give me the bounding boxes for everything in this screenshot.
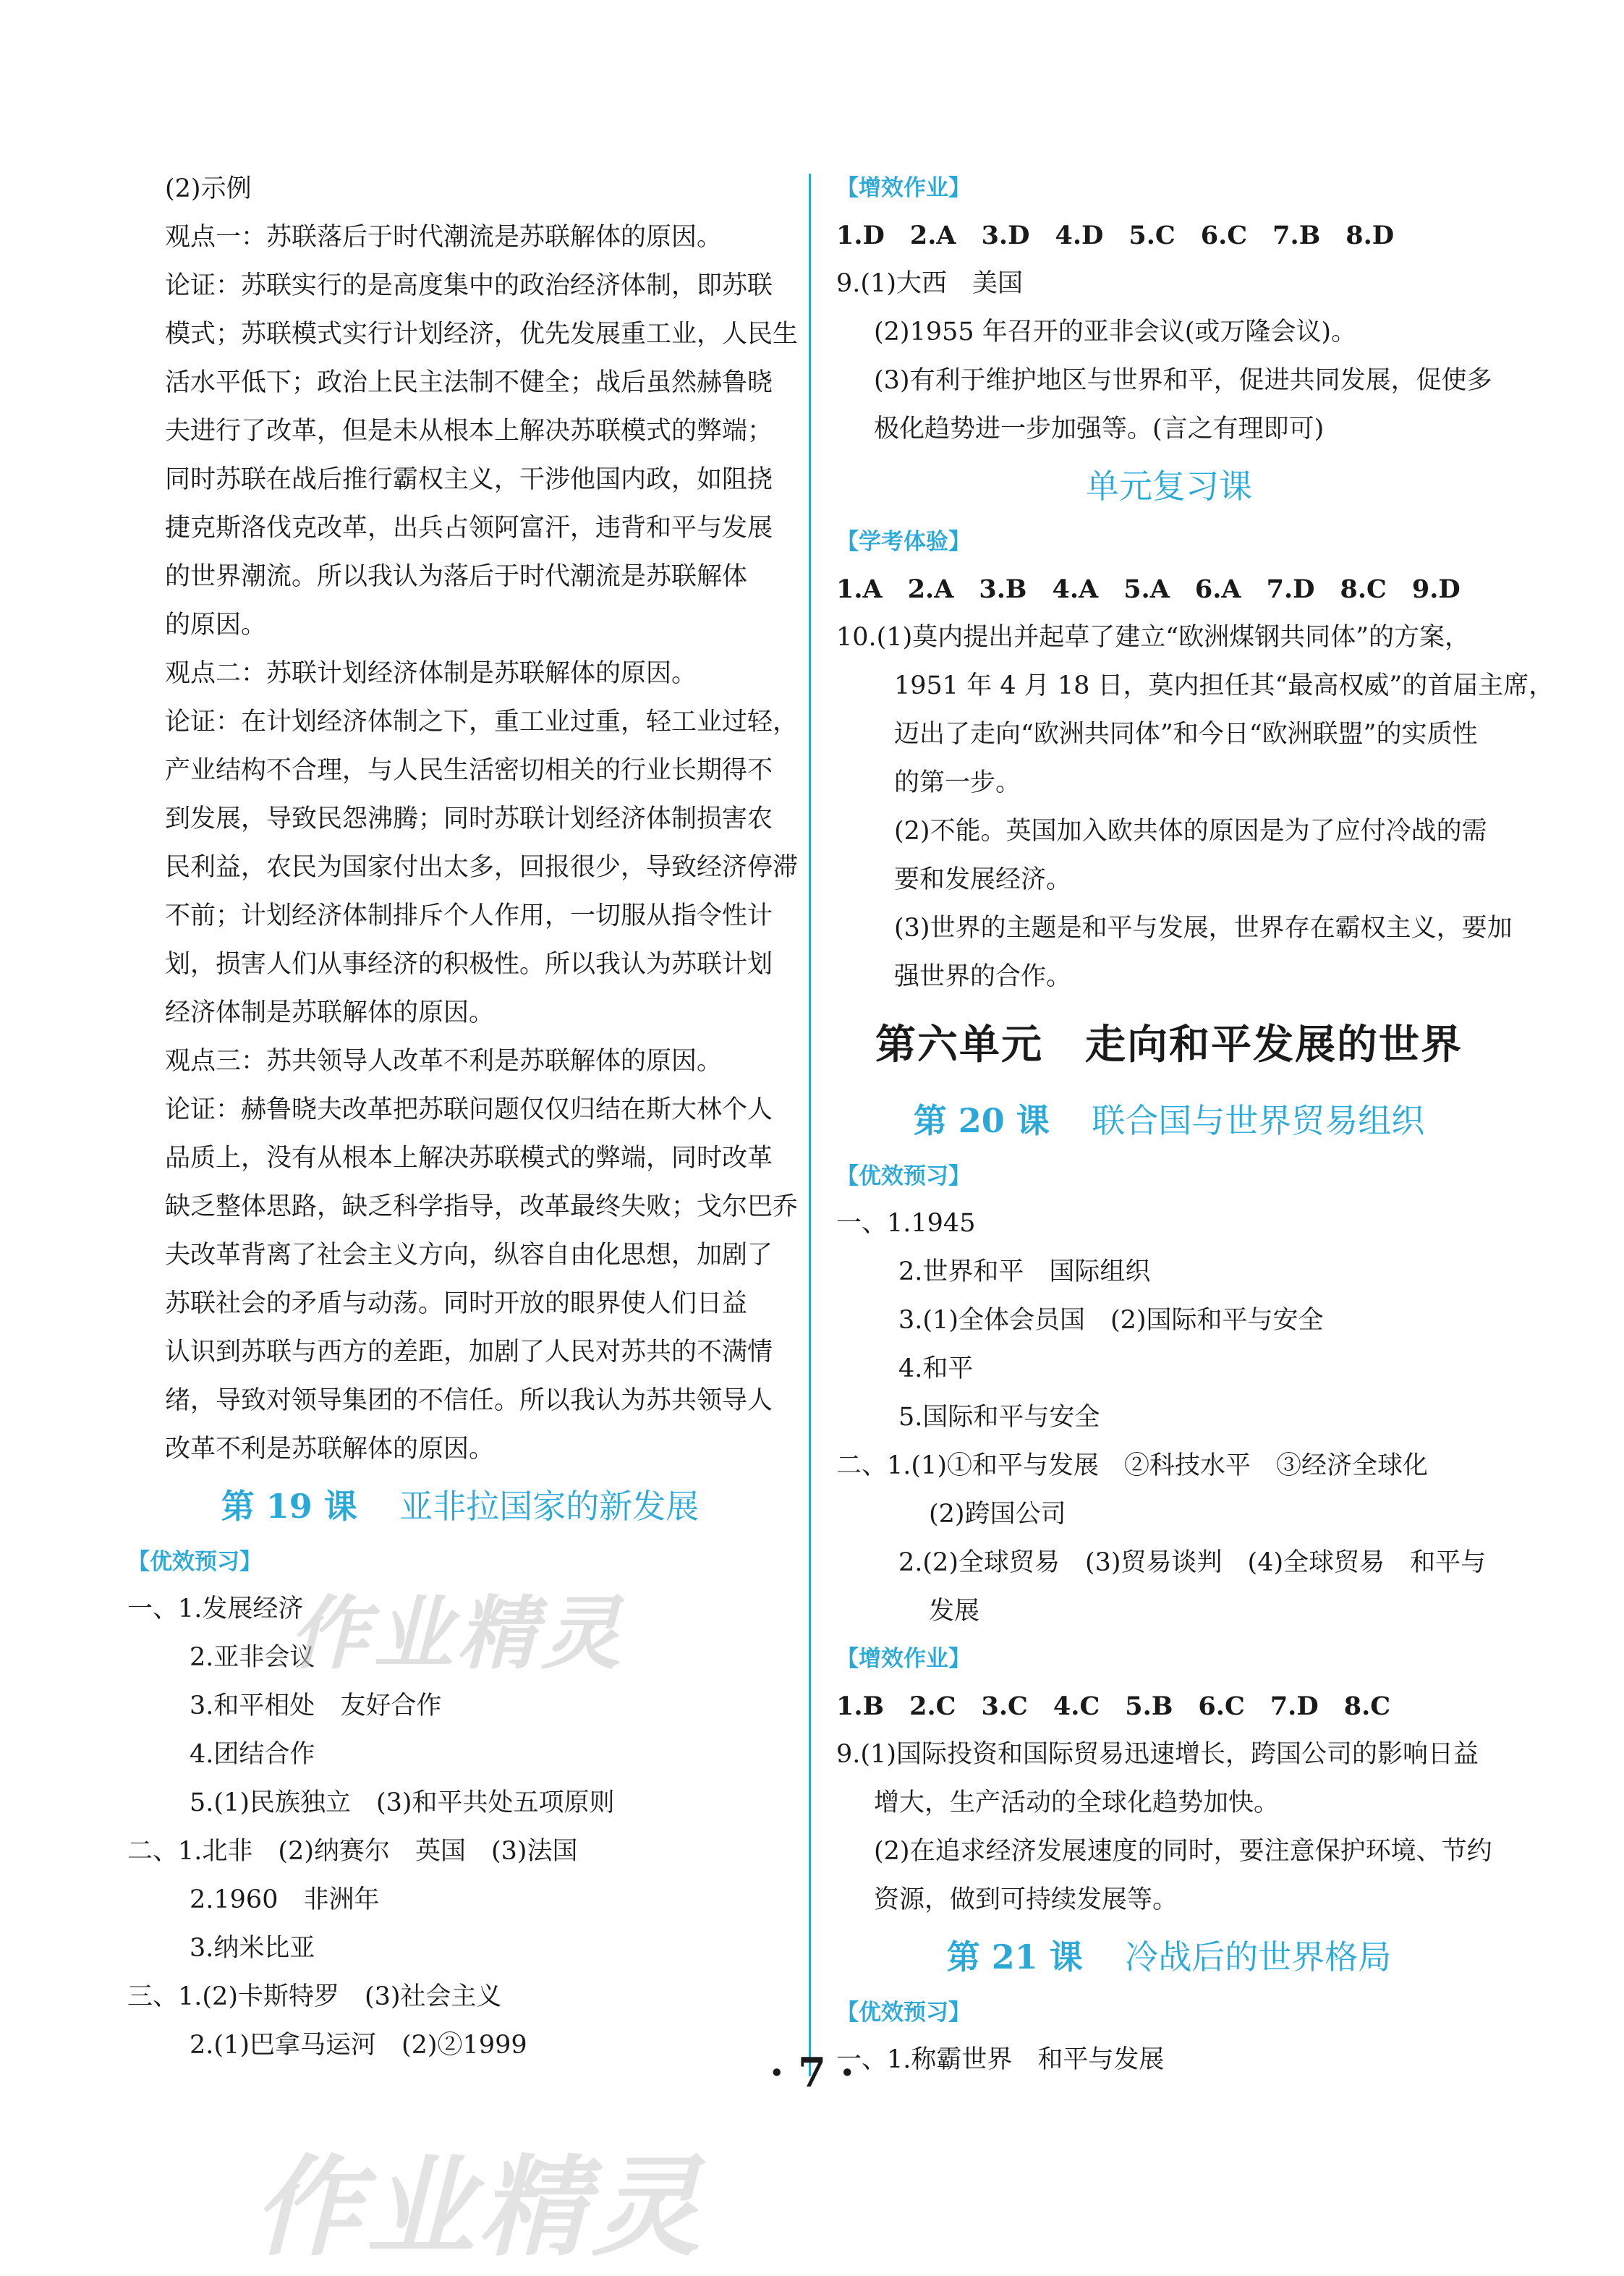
lesson-title: 联合国与世界贸易组织 bbox=[1092, 1101, 1425, 1140]
answer-line: 二、1.(1)①和平与发展 ②科技水平 ③经济全球化 bbox=[836, 1451, 1428, 1480]
section-tag: 【学考体验】 bbox=[836, 529, 971, 555]
text-line: 划，损害人们从事经济的积极性。所以我认为苏联计划 bbox=[165, 950, 773, 979]
answer-line: 2.1960 非洲年 bbox=[190, 1885, 380, 1914]
text-line: 观点二：苏联计划经济体制是苏联解体的原因。 bbox=[165, 659, 697, 688]
text-line: 论证：赫鲁晓夫改革把苏联问题仅仅归结在斯大林个人 bbox=[165, 1095, 773, 1124]
text-line: 改革不利是苏联解体的原因。 bbox=[165, 1435, 495, 1464]
answer-line: (2)在追求经济发展速度的同时，要注意保护环境、节约 bbox=[874, 1837, 1492, 1866]
answer-line: 2.(2)全球贸易 (3)贸易谈判 (4)全球贸易 和平与 bbox=[898, 1548, 1487, 1577]
answer-line: 9.(1)国际投资和国际贸易迅速增长，跨国公司的影响日益 bbox=[836, 1740, 1479, 1769]
lesson-19-heading bbox=[127, 1474, 793, 1539]
text-line: 观点一：苏联落后于时代潮流是苏联解体的原因。 bbox=[165, 223, 723, 252]
lesson-title: 亚非拉国家的新发展 bbox=[399, 1487, 700, 1526]
text-line: 产业结构不合理，与人民生活密切相关的行业长期得不 bbox=[165, 756, 773, 785]
answer-line: 1951 年 4 月 18 日，莫内担任其“最高权威”的首届主席， bbox=[894, 671, 1555, 700]
column-divider bbox=[809, 174, 811, 2076]
lesson-number: 第 19 课 bbox=[221, 1487, 357, 1526]
answer-line: 3.和平相处 友好合作 bbox=[190, 1691, 442, 1720]
text-line: 品质上，没有从根本上解决苏联模式的弊端，同时改革 bbox=[165, 1144, 773, 1173]
text-line: 模式；苏联模式实行计划经济，优先发展重工业，人民生 bbox=[165, 320, 799, 349]
answer-line: (3)世界的主题是和平与发展，世界存在霸权主义，要加 bbox=[894, 914, 1513, 943]
text-line: 到发展，导致民怨沸腾；同时苏联计划经济体制损害农 bbox=[165, 804, 773, 833]
text-line: 缺乏整体思路，缺乏科学指导，改革最终失败；戈尔巴乔 bbox=[165, 1192, 799, 1221]
right-column bbox=[836, 165, 1555, 2084]
answer-line: 二、1.北非 (2)纳赛尔 英国 (3)法国 bbox=[127, 1837, 578, 1866]
text-line: 的原因。 bbox=[165, 611, 267, 640]
text-line: 捷克斯洛伐克改革，出兵占领阿富汗，违背和平与发展 bbox=[165, 514, 773, 543]
text-line: 民利益，农民为国家付出太多，回报很少，导致经济停滞 bbox=[165, 853, 799, 882]
answer-line: 极化趋势进一步加强等。(言之有理即可) bbox=[874, 415, 1325, 443]
text-line: 夫改革背离了社会主义方向，纵容自由化思想，加剧了 bbox=[165, 1241, 773, 1270]
answer-line: 10.(1)莫内提出并起草了建立“欧洲煤钢共同体”的方案， bbox=[836, 623, 1471, 652]
answer-line: 2.(1)巴拿马运河 (2)②1999 bbox=[190, 2031, 527, 2060]
answer-line: 5.(1)民族独立 (3)和平共处五项原则 bbox=[190, 1788, 615, 1817]
lesson-number: 第 20 课 bbox=[913, 1101, 1050, 1140]
answer-key-line: 1.A 2.A 3.B 4.A 5.A 6.A 7.D 8.C 9.D bbox=[836, 574, 1461, 604]
text-line: 夫进行了改革，但是未从根本上解决苏联模式的弊端； bbox=[165, 417, 773, 446]
answer-line: 3.纳米比亚 bbox=[190, 1934, 315, 1963]
text-line: 经济体制是苏联解体的原因。 bbox=[165, 998, 495, 1027]
text-line: 的世界潮流。所以我认为落后于时代潮流是苏联解体 bbox=[165, 562, 748, 591]
answer-line: 强世界的合作。 bbox=[894, 962, 1072, 991]
text-line: 苏联社会的矛盾与动荡。同时开放的眼界使人们日益 bbox=[165, 1289, 748, 1318]
text-line: 观点三：苏共领导人改革不利是苏联解体的原因。 bbox=[165, 1047, 723, 1076]
answer-line: (3)有利于维护地区与世界和平，促进共同发展，促使多 bbox=[874, 366, 1492, 395]
review-heading: 单元复习课 bbox=[1086, 467, 1252, 506]
answer-line: 增大，生产活动的全球化趋势加快。 bbox=[874, 1788, 1280, 1817]
section-tag: 【增效作业】 bbox=[836, 175, 971, 201]
lesson-20-heading bbox=[836, 1088, 1502, 1153]
text-line: 活水平低下；政治上民主法制不健全；战后虽然赫鲁晓 bbox=[165, 368, 773, 397]
answer-line: 三、1.(2)卡斯特罗 (3)社会主义 bbox=[127, 1982, 502, 2011]
section-tag: 【增效作业】 bbox=[836, 1646, 971, 1672]
text-line: 同时苏联在战后推行霸权主义，干涉他国内政，如阻挠 bbox=[165, 465, 773, 494]
answer-line: (2)跨国公司 bbox=[929, 1500, 1066, 1529]
unit-title: 第六单元 走向和平发展的世界 bbox=[875, 1021, 1463, 1069]
text-line: 论证：在计划经济体制之下，重工业过重，轻工业过轻， bbox=[165, 708, 799, 736]
answer-line: 发展 bbox=[929, 1597, 980, 1626]
answer-line: 要和发展经济。 bbox=[894, 865, 1072, 894]
page-number: · 7 · bbox=[770, 2049, 854, 2097]
lesson-number: 第 21 课 bbox=[946, 1937, 1083, 1976]
answer-line: 一、1.称霸世界 和平与发展 bbox=[836, 2045, 1165, 2074]
text-line: 论证：苏联实行的是高度集中的政治经济体制，即苏联 bbox=[165, 271, 773, 300]
text-line: (2)示例 bbox=[165, 174, 252, 203]
section-tag: 【优效预习】 bbox=[836, 1163, 971, 1189]
answer-line: 迈出了走向“欧洲共同体”和今日“欧洲联盟”的实质性 bbox=[894, 720, 1478, 749]
answer-line: 的第一步。 bbox=[894, 768, 1021, 797]
answer-line: 4.和平 bbox=[898, 1354, 974, 1383]
text-line: 绪，导致对领导集团的不信任。所以我认为苏共领导人 bbox=[165, 1386, 773, 1415]
answer-line: 9.(1)大西 美国 bbox=[836, 269, 1023, 298]
answer-line: 2.亚非会议 bbox=[190, 1643, 315, 1672]
answer-line: 2.世界和平 国际组织 bbox=[898, 1257, 1151, 1286]
left-column bbox=[127, 165, 799, 2070]
answer-line: (2)不能。英国加入欧共体的原因是为了应付冷战的需 bbox=[894, 817, 1487, 846]
section-tag: 【优效预习】 bbox=[836, 2000, 971, 2026]
answer-line: 4.团结合作 bbox=[190, 1740, 315, 1769]
watermark: 作业精灵 bbox=[289, 1587, 625, 1680]
answer-line: (2)1955 年召开的亚非会议(或万隆会议)。 bbox=[874, 318, 1357, 347]
answer-line: 一、1.发展经济 bbox=[127, 1595, 304, 1623]
answer-line: 3.(1)全体会员国 (2)国际和平与安全 bbox=[898, 1306, 1324, 1335]
text-line: 不前；计划经济体制排斥个人作用，一切服从指令性计 bbox=[165, 901, 773, 930]
watermark: 作业精灵 bbox=[253, 2145, 705, 2271]
lesson-21-heading bbox=[836, 1924, 1502, 1990]
section-tag: 【优效预习】 bbox=[127, 1549, 262, 1575]
answer-line: 一、1.1945 bbox=[836, 1209, 976, 1238]
text-line: 认识到苏联与西方的差距，加剧了人民对苏共的不满情 bbox=[165, 1338, 773, 1367]
answer-key-line: 1.D 2.A 3.D 4.D 5.C 6.C 7.B 8.D bbox=[836, 221, 1395, 250]
answer-key-line: 1.B 2.C 3.C 4.C 5.B 6.C 7.D 8.C bbox=[836, 1691, 1391, 1721]
lesson-title: 冷战后的世界格局 bbox=[1125, 1937, 1392, 1976]
answer-line: 资源，做到可持续发展等。 bbox=[874, 1885, 1178, 1914]
answer-line: 5.国际和平与安全 bbox=[898, 1403, 1100, 1432]
